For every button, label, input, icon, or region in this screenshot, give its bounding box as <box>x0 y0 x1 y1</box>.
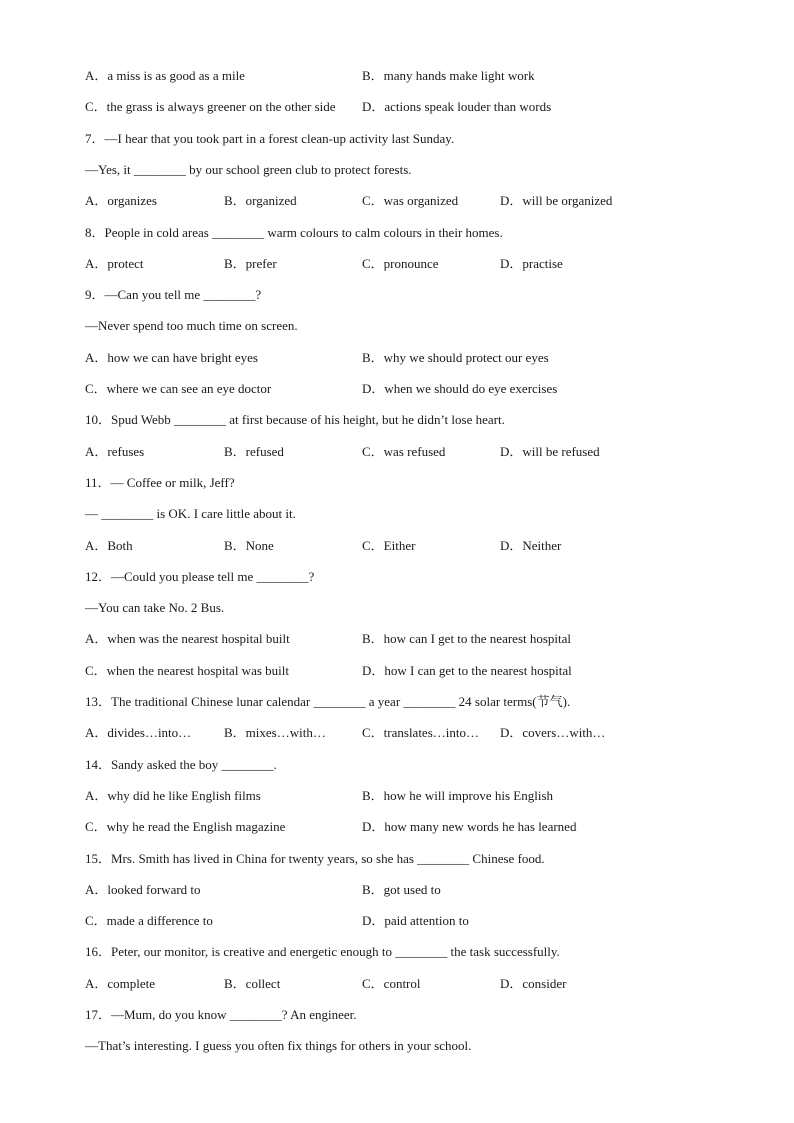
answer-option: B．collect <box>224 976 281 991</box>
answer-option: A．complete <box>85 976 156 991</box>
answer-option: C．when the nearest hospital was built <box>85 663 289 678</box>
answer-option: A．looked forward to <box>85 882 201 897</box>
answer-option: C．why he read the English magazine <box>85 819 286 834</box>
answer-option: A．when was the nearest hospital built <box>85 631 290 646</box>
answer-option: A．why did he like English films <box>85 788 261 803</box>
answer-option: B．many hands make light work <box>362 68 535 83</box>
answer-option: B．how he will improve his English <box>362 788 554 803</box>
question-line: 15．Mrs. Smith has lived in China for twenty years, so she has ________ Chinese food. <box>85 851 545 866</box>
answer-option: D．how many new words he has learned <box>362 819 577 834</box>
answer-option: C．was organized <box>362 193 459 208</box>
answer-option: D．will be organized <box>500 193 613 208</box>
answer-option: D．when we should do eye exercises <box>362 381 558 396</box>
answer-option: A．how we can have bright eyes <box>85 350 258 365</box>
question-line: 17．—Mum, do you know ________? An engineer. <box>85 1007 357 1022</box>
answer-option: C．the grass is always greener on the other side <box>85 99 336 114</box>
answer-option: B．None <box>224 538 274 553</box>
question-line: —You can take No. 2 Bus. <box>85 600 225 615</box>
answer-option: A．divides…into… <box>85 725 192 740</box>
question-line: 11．— Coffee or milk, Jeff? <box>85 475 235 490</box>
answer-option: D．how I can get to the nearest hospital <box>362 663 572 678</box>
answer-option: D．consider <box>500 976 567 991</box>
question-line: — ________ is OK. I care little about it. <box>85 506 296 521</box>
answer-option: D．covers…with… <box>500 725 606 740</box>
answer-option: B．prefer <box>224 256 277 271</box>
answer-option: D．paid attention to <box>362 913 469 928</box>
answer-option: B．why we should protect our eyes <box>362 350 549 365</box>
question-line: 9．—Can you tell me ________? <box>85 287 262 302</box>
question-line: —That’s interesting. I guess you often fix things for others in your school. <box>85 1038 472 1053</box>
question-line: —Yes, it ________ by our school green club to protect forests. <box>85 162 412 177</box>
answer-option: C．was refused <box>362 444 446 459</box>
answer-option: C．made a difference to <box>85 913 213 928</box>
answer-option: D．Neither <box>500 538 562 553</box>
question-line: 7．—I hear that you took part in a forest clean-up activity last Sunday. <box>85 131 455 146</box>
answer-option: B．refused <box>224 444 284 459</box>
question-line: —Never spend too much time on screen. <box>85 318 298 333</box>
answer-option: B．got used to <box>362 882 441 897</box>
answer-option: D．will be refused <box>500 444 600 459</box>
answer-option: B．organized <box>224 193 297 208</box>
answer-option: C．control <box>362 976 421 991</box>
answer-option: B．how can I get to the nearest hospital <box>362 631 572 646</box>
answer-option: A．refuses <box>85 444 145 459</box>
answer-option: D．practise <box>500 256 563 271</box>
answer-option: C．pronounce <box>362 256 439 271</box>
question-line: 14．Sandy asked the boy ________. <box>85 757 277 772</box>
answer-option: A．protect <box>85 256 144 271</box>
answer-option: A．a miss is as good as a mile <box>85 68 245 83</box>
question-line: 8．People in cold areas ________ warm colours to calm colours in their homes. <box>85 225 503 240</box>
answer-option: D．actions speak louder than words <box>362 99 552 114</box>
answer-option: A．Both <box>85 538 133 553</box>
question-line: 10．Spud Webb ________ at first because of his height, but he didn’t lose heart. <box>85 412 505 427</box>
question-line: 16．Peter, our monitor, is creative and energetic enough to ________ the task successfully. <box>85 944 560 959</box>
answer-option: A．organizes <box>85 193 157 208</box>
answer-option: C．translates…into… <box>362 725 479 740</box>
answer-option: C．Either <box>362 538 416 553</box>
question-line: 13．The traditional Chinese lunar calendar ________ a year ________ 24 solar terms(节气). <box>85 694 571 709</box>
answer-option: B．mixes…with… <box>224 725 326 740</box>
answer-option: C．where we can see an eye doctor <box>85 381 272 396</box>
question-line: 12．—Could you please tell me ________? <box>85 569 315 584</box>
